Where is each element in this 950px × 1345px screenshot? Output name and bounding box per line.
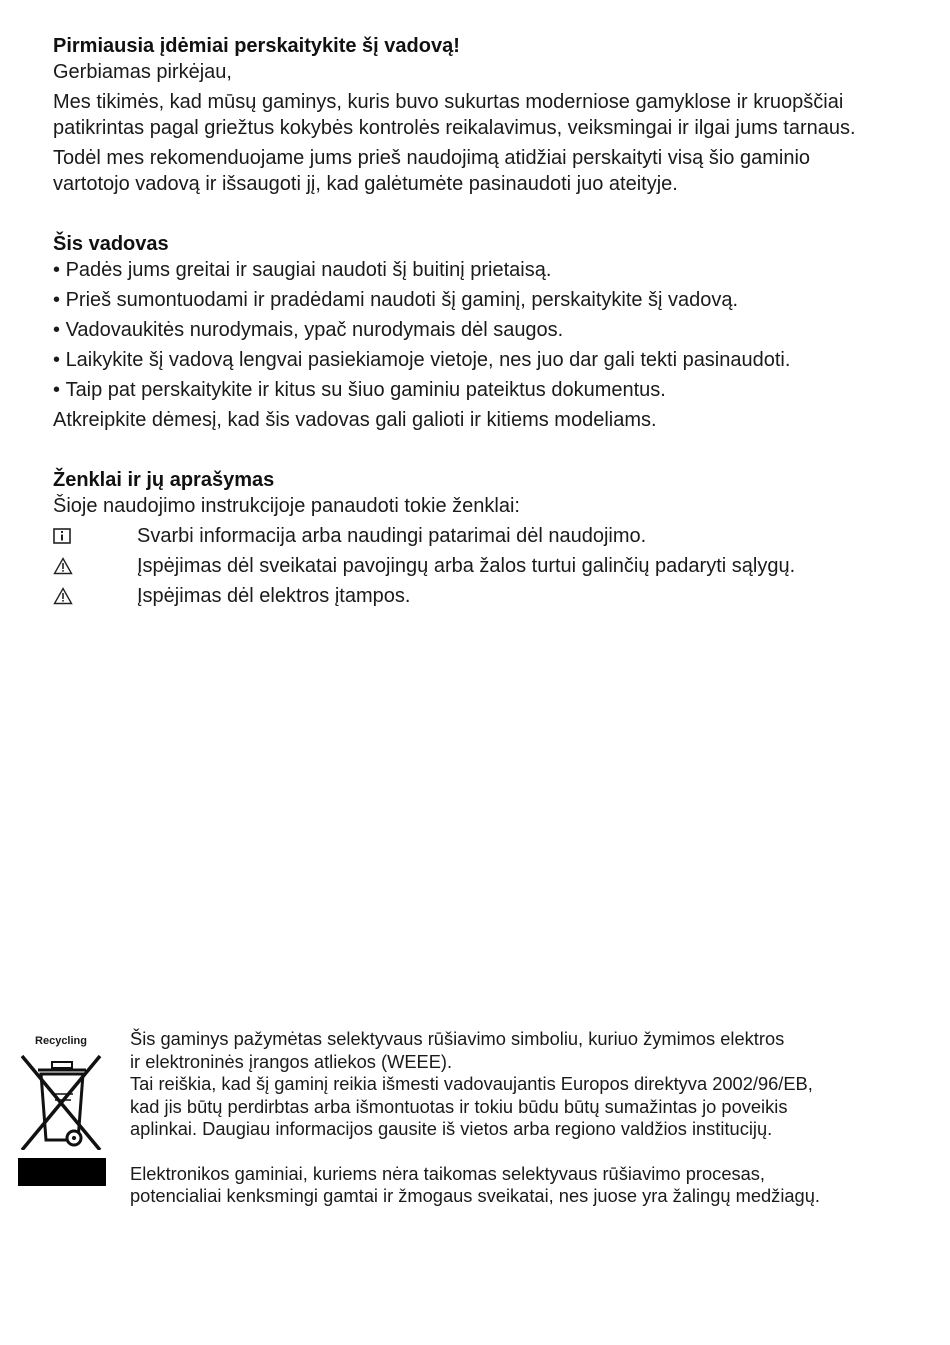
warning-icon — [53, 587, 137, 605]
manual-bullet: • Laikykite šį vadovą lengvai pasiekiamoje vietoje, nes juo dar gali tekti pasinaudoti. — [53, 347, 883, 373]
weee-line: potencialiai kenksmingi gamtai ir žmogaus sveikatai, nes juose yra žalingų medžiagų. — [130, 1185, 820, 1206]
intro-heading: Pirmiausia įdėmiai perskaitykite šį vadovą! — [53, 35, 460, 57]
symbol-row-electric-warning — [53, 581, 883, 611]
crossed-bin-icon — [16, 1050, 108, 1150]
manual-heading: Šis vadovas — [53, 233, 169, 255]
symbol-info-text: Svarbi informacija arba naudingi patarimai dėl naudojimo. — [137, 525, 647, 547]
weee-text — [130, 1028, 890, 1208]
weee-line: aplinkai. Daugiau informacijos gausite iš vietos arba regiono valdžios institucijų. — [130, 1118, 773, 1139]
symbols-intro: Šioje naudojimo instrukcijoje panaudoti tokie ženklai: — [53, 495, 520, 517]
warning-icon — [53, 557, 137, 575]
symbols-heading: Ženklai ir jų aprašymas — [53, 469, 275, 491]
symbol-row-warning — [53, 551, 883, 581]
intro-paragraph-2: Todėl mes rekomenduojame jums prieš naudojimą atidžiai perskaityti visą šio gaminio vartotojo vadovą ir išsaugoti jį, kad galėtumėte pasinaudoti juo ateityje. — [53, 147, 811, 195]
manual-page — [53, 33, 883, 611]
weee-line: ir elektroninės įrangos atliekos (WEEE). — [130, 1050, 453, 1072]
weee-line: Šis gaminys pažymėtas selektyvaus rūšiavimo simboliu, kuriuo žymimos elektros — [130, 1028, 785, 1049]
weee-line: kad jis būtų perdirbtas arba išmontuotas ir tokiu būdu būtų sumažintas jo poveikis — [130, 1095, 788, 1117]
manual-bullet: • Padės jums greitai ir saugiai naudoti šį buitinį prietaisą. — [53, 257, 883, 283]
recycling-symbol — [16, 1034, 108, 1186]
intro-paragraph-1: Mes tikimės, kad mūsų gaminys, kuris buvo sukurtas moderniose gamyklose ir kruopščiai patikrintas pagal griežtus kokybės kontrolės reikalavimus, veiksmingai ir ilgai jums tarnaus. — [53, 91, 856, 139]
symbol-electric-text: Įspėjimas dėl elektros įtampos. — [137, 585, 411, 607]
manual-bullet: • Prieš sumontuodami ir pradėdami naudoti šį gaminį, perskaitykite šį vadovą. — [53, 287, 883, 313]
symbol-warning-text: Įspėjimas dėl sveikatai pavojingų arba žalos turtui galinčių padaryti sąlygų. — [137, 555, 796, 577]
weee-line: Elektronikos gaminiai, kuriems nėra taikomas selektyvaus rūšiavimo procesas, — [130, 1162, 766, 1184]
recycling-label: Recycling — [35, 1035, 87, 1047]
greeting: Gerbiamas pirkėjau, — [53, 61, 232, 83]
manual-bullet: • Vadovaukitės nurodymais, ypač nurodymais dėl saugos. — [53, 317, 883, 343]
black-bar — [18, 1158, 106, 1186]
weee-line: Tai reiškia, kad šį gaminį reikia išmesti vadovaujantis Europos direktyva 2002/96/EB, — [130, 1073, 813, 1094]
symbol-row-info — [53, 521, 883, 551]
manual-note: Atkreipkite dėmesį, kad šis vadovas gali galioti ir kitiems modeliams. — [53, 409, 657, 431]
manual-bullet: • Taip pat perskaitykite ir kitus su šiuo gaminiu pateiktus dokumentus. — [53, 377, 883, 403]
info-icon — [53, 528, 137, 544]
